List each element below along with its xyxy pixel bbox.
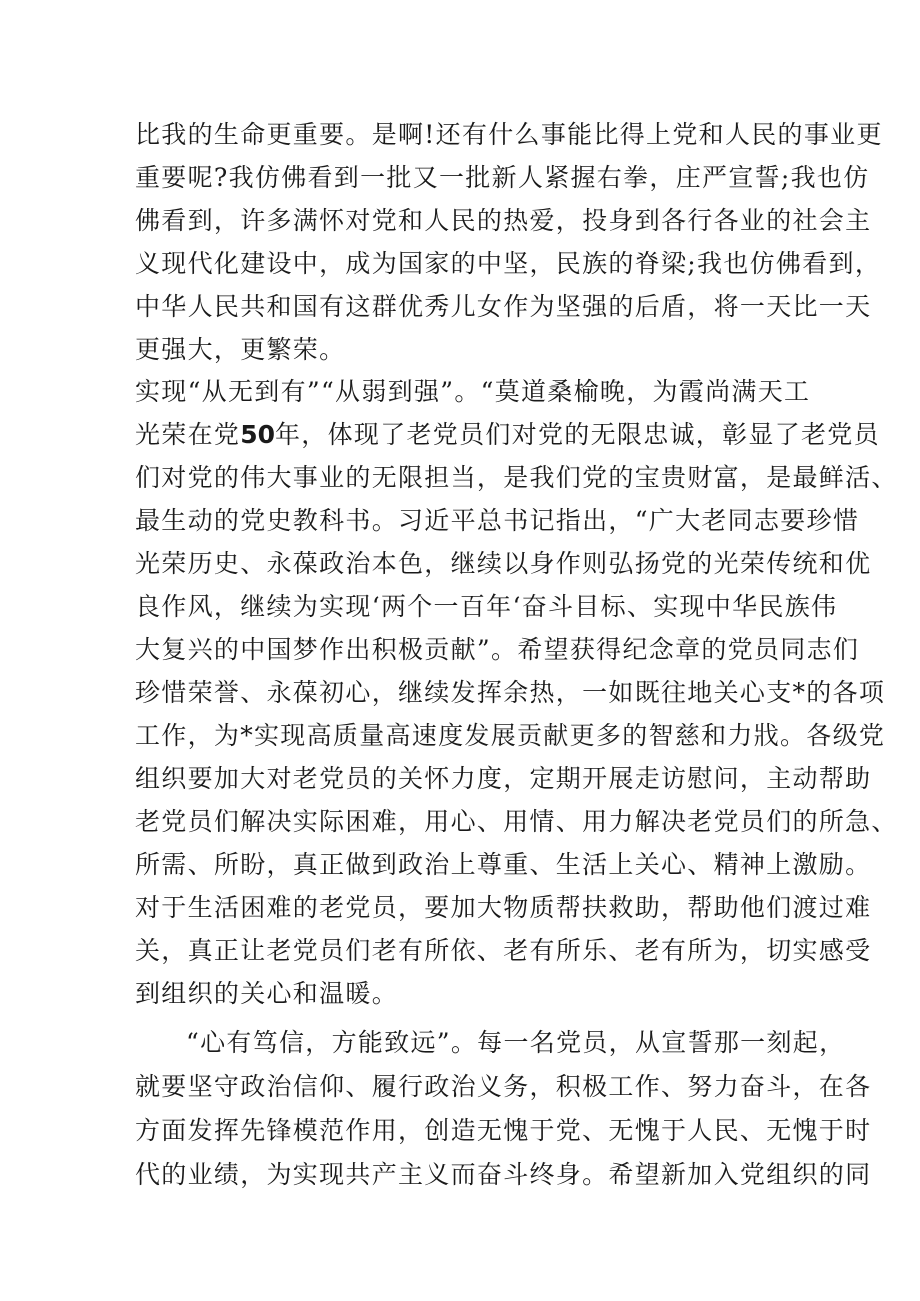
text-line: 最生动的党史教科书。习近平总书记指出，“广大老同志要珍惜 <box>135 506 860 535</box>
text-line: 组织要加大对老党员的关怀力度，定期开展走访慰问，主动帮助 <box>135 764 872 793</box>
text-line: 珍惜荣誉、永葆初心，继续发挥余热，一如既往地关心支*的各项 <box>135 678 886 707</box>
text-line: 所需、所盼，真正做到政治上尊重、生活上关心、精神上激励。 <box>135 850 872 879</box>
years-number: 50 <box>240 420 275 449</box>
text-line: 佛看到，许多满怀对党和人民的热爱，投身到各行各业的社会主 <box>135 206 872 235</box>
text-line <box>135 420 880 450</box>
text-line: 良作风，继续为实现‘两个一百年‘奋斗目标、实现中华民族伟 <box>135 592 838 621</box>
text-line: 大复兴的中国梦作出积极贡献”。希望获得纪念章的党员同志们 <box>135 635 860 664</box>
text-fragment: 年，体现了老党员们对党的无限忠诚，彰显了老党员 <box>275 420 880 449</box>
text-line: 到组织的关心和温暖。 <box>135 979 399 1008</box>
text-line: 重要呢?我仿佛看到一批又一批新人紧握右拳，庄严宣誓;我也仿 <box>135 163 870 192</box>
text-line: 关，真正让老党员们老有所依、老有所乐、老有所为，切实感受 <box>135 936 872 965</box>
text-line: 们对党的伟大事业的无限担当，是我们党的宝贵财富，是最鲜活、 <box>135 463 898 492</box>
text-fragment: 光荣在党 <box>135 420 241 449</box>
text-line: 对于生活困难的老党员，要加大物质帮扶救助，帮助他们渡过难 <box>135 893 872 922</box>
text-line: 实现“从无到有”“从弱到强”。“莫道桑榆晚，为霞尚满天工 <box>135 377 811 406</box>
text-line: 光荣历史、永葆政治本色，继续以身作则弘扬党的光荣传统和优 <box>135 549 872 578</box>
text-line: 方面发挥先锋模范作用，创造无愧于党、无愧于人民、无愧于时 <box>135 1116 872 1145</box>
text-line: 义现代化建设中，成为国家的中坚，民族的脊梁;我也仿佛看到， <box>135 249 882 278</box>
text-line: 工作，为*实现高质量高速度发展贡献更多的智慈和力戕。各级党 <box>135 721 886 750</box>
text-line: 中华人民共和国有这群优秀儿女作为坚强的后盾，将一天比一天 <box>135 292 872 321</box>
text-line: 比我的生命更重要。是啊!还有什么事能比得上党和人民的事业更 <box>135 120 883 149</box>
text-line: 就要坚守政治信仰、履行政治义务，积极工作、努力奋斗，在各 <box>135 1072 872 1101</box>
text-line: 老党员们解决实际困难，用心、用情、用力解决老党员们的所急、 <box>135 807 898 836</box>
text-line: “心有笃信，方能致远”。每一名党员，从宣誓那一刻起， <box>186 1028 846 1057</box>
text-line: 代的业绩，为实现共产主义而奋斗终身。希望新加入党组织的同 <box>135 1160 872 1189</box>
text-line: 更强大，更繁荣。 <box>135 335 346 364</box>
